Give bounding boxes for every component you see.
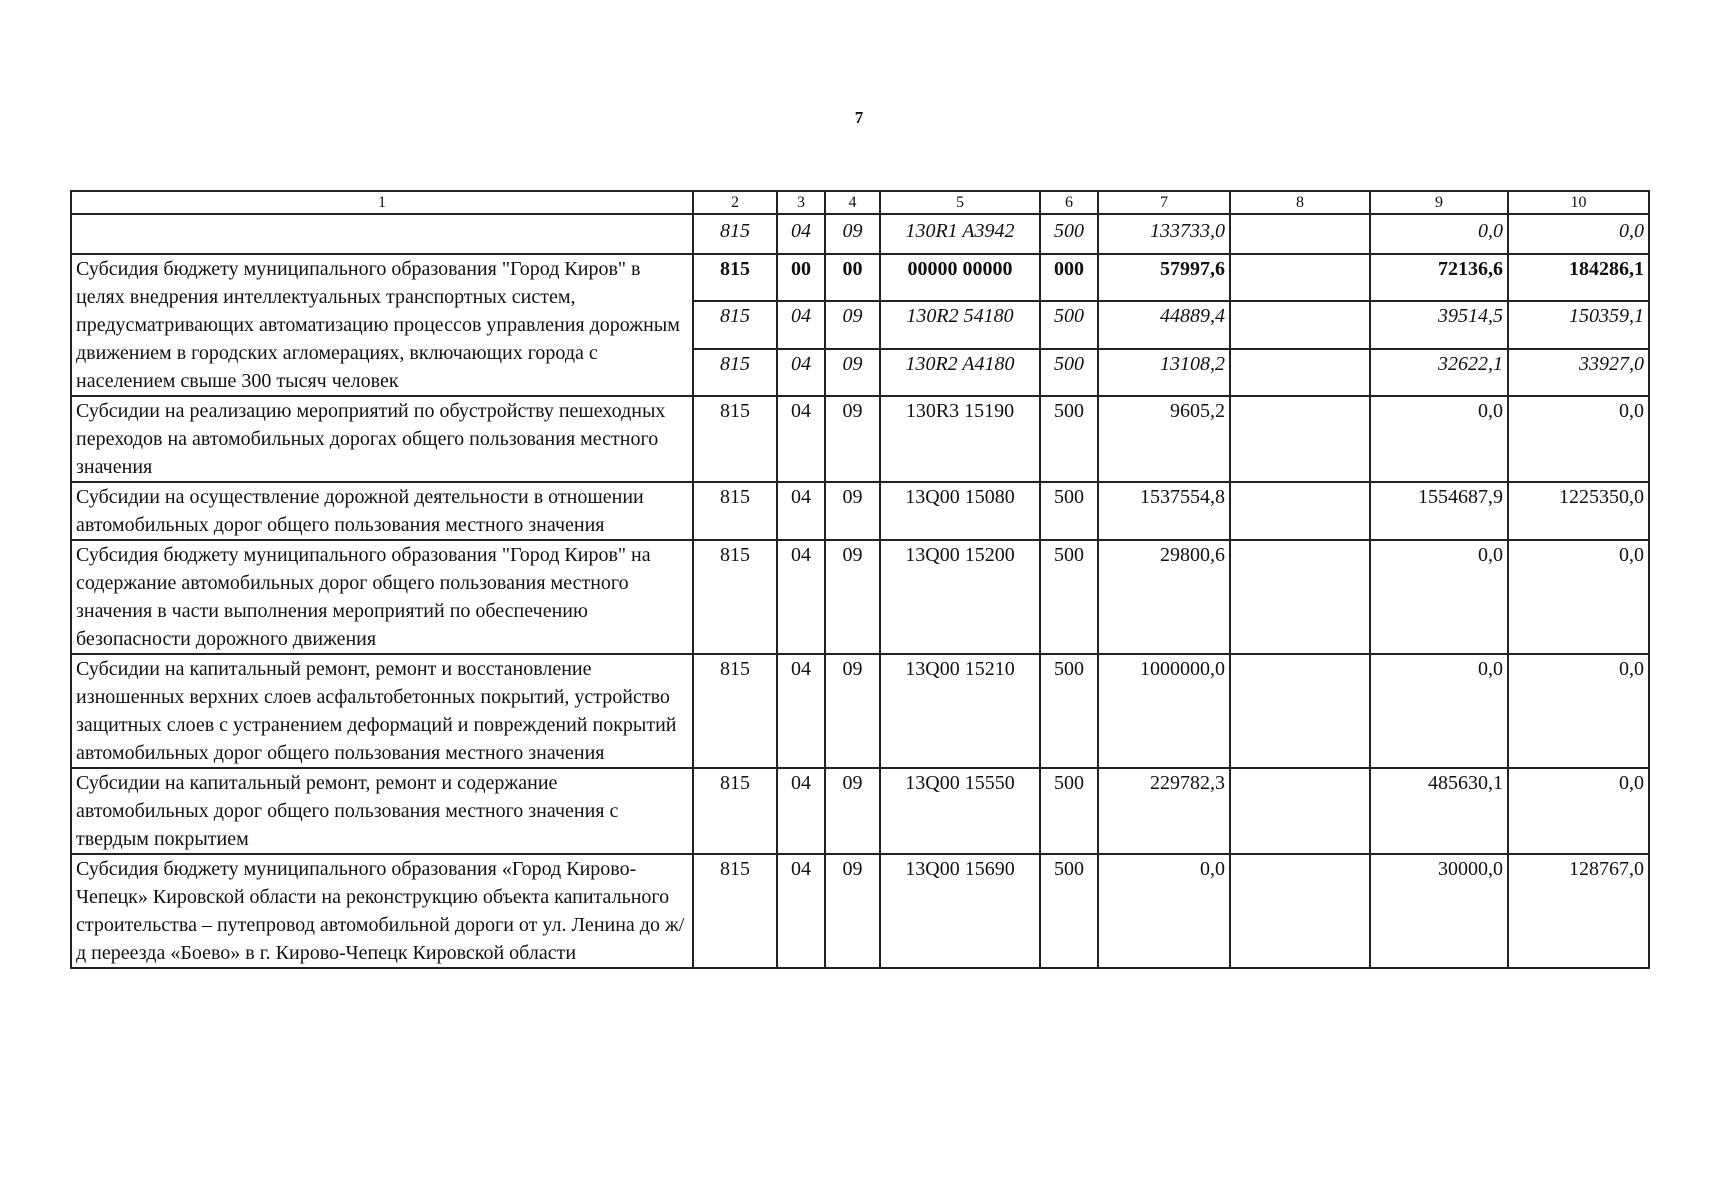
amount-col8-cell	[1230, 768, 1370, 854]
section-cell: 04	[777, 301, 825, 348]
table-row	[71, 396, 1649, 482]
subsection-cell: 09	[825, 349, 880, 396]
admin-code-cell: 815	[693, 854, 777, 968]
section-cell: 04	[777, 482, 825, 540]
amount-col7-cell: 1537554,8	[1098, 482, 1230, 540]
target-article-cell: 130R2 54180	[880, 301, 1040, 348]
section-cell: 04	[777, 768, 825, 854]
amount-col8-cell	[1230, 854, 1370, 968]
expense-type-cell: 500	[1040, 540, 1098, 654]
admin-code-cell: 815	[693, 349, 777, 396]
page-number: 7	[854, 108, 864, 127]
target-article-cell: 13Q00 15210	[880, 654, 1040, 768]
section-cell: 04	[777, 349, 825, 396]
subsection-cell: 09	[825, 854, 880, 968]
amount-col10-cell: 0,0	[1508, 654, 1649, 768]
table-row	[71, 540, 1649, 654]
amount-col7-cell: 9605,2	[1098, 396, 1230, 482]
column-header: 3	[777, 191, 825, 214]
expense-type-cell: 500	[1040, 654, 1098, 768]
section-cell: 04	[777, 396, 825, 482]
admin-code-cell: 815	[693, 768, 777, 854]
expense-type-cell: 500	[1040, 301, 1098, 348]
target-article-cell: 130R1 A3942	[880, 214, 1040, 254]
subsection-cell: 09	[825, 654, 880, 768]
amount-col9-cell: 72136,6	[1370, 254, 1508, 301]
amount-col7-cell: 13108,2	[1098, 349, 1230, 396]
subsection-cell: 09	[825, 214, 880, 254]
amount-col7-cell: 229782,3	[1098, 768, 1230, 854]
amount-col9-cell: 32622,1	[1370, 349, 1508, 396]
expense-type-cell: 500	[1040, 854, 1098, 968]
expense-type-cell: 500	[1040, 214, 1098, 254]
target-article-cell: 00000 00000	[880, 254, 1040, 301]
expense-type-cell: 500	[1040, 349, 1098, 396]
amount-col9-cell: 485630,1	[1370, 768, 1508, 854]
expense-type-cell: 500	[1040, 482, 1098, 540]
amount-col8-cell	[1230, 349, 1370, 396]
amount-col9-cell: 0,0	[1370, 540, 1508, 654]
section-cell: 00	[777, 254, 825, 301]
amount-col10-cell: 0,0	[1508, 214, 1649, 254]
description-cell: Субсидия бюджету муниципального образования «Город Кирово-Чепецк» Кировской области на реконструкцию объекта капитального строительства – путепровод автомобильной дороги от ул. Ленина до ж/д переезда «Боево» в г. Кирово-Чепецк Кировской области	[71, 854, 693, 968]
target-article-cell: 13Q00 15080	[880, 482, 1040, 540]
amount-col10-cell: 33927,0	[1508, 349, 1649, 396]
subsection-cell: 00	[825, 254, 880, 301]
expense-type-cell: 500	[1040, 396, 1098, 482]
description-cell: Субсидия бюджету муниципального образования "Город Киров" в целях внедрения интеллектуальных транспортных систем, предусматривающих автоматизацию процессов управления дорожным движением в городских агломерациях, включающих города с населением свыше 300 тысяч человек	[71, 254, 693, 396]
amount-col7-cell: 1000000,0	[1098, 654, 1230, 768]
description-cell: Субсидии на капитальный ремонт, ремонт и восстановление изношенных верхних слоев асфальтобетонных покрытий, устройство защитных слоев с устранением деформаций и повреждений покрытий автомобильных дорог общего пользования местного значения	[71, 654, 693, 768]
description-cell: Субсидия бюджету муниципального образования "Город Киров" на содержание автомобильных дорог общего пользования местного значения в части выполнения мероприятий по обеспечению безопасности дорожного движения	[71, 540, 693, 654]
amount-col10-cell: 0,0	[1508, 540, 1649, 654]
target-article-cell: 130R3 15190	[880, 396, 1040, 482]
subsection-cell: 09	[825, 540, 880, 654]
target-article-cell: 130R2 A4180	[880, 349, 1040, 396]
description-cell: Субсидии на реализацию мероприятий по обустройству пешеходных переходов на автомобильных дорогах общего пользования местного значения	[71, 396, 693, 482]
admin-code-cell: 815	[693, 396, 777, 482]
table-row	[71, 482, 1649, 540]
table-row	[71, 854, 1649, 968]
amount-col10-cell: 0,0	[1508, 768, 1649, 854]
amount-col8-cell	[1230, 540, 1370, 654]
amount-col9-cell: 30000,0	[1370, 854, 1508, 968]
group-total-row	[71, 254, 1649, 301]
subsection-cell: 09	[825, 768, 880, 854]
description-cell: Субсидии на осуществление дорожной деятельности в отношении автомобильных дорог общего пользования местного значения	[71, 482, 693, 540]
column-header: 8	[1230, 191, 1370, 214]
amount-col9-cell: 39514,5	[1370, 301, 1508, 348]
column-header: 9	[1370, 191, 1508, 214]
table-rows	[71, 396, 1649, 968]
amount-col9-cell: 0,0	[1370, 214, 1508, 254]
column-header: 1	[71, 191, 693, 214]
column-header: 2	[693, 191, 777, 214]
amount-col10-cell: 128767,0	[1508, 854, 1649, 968]
amount-col7-cell: 29800,6	[1098, 540, 1230, 654]
amount-col8-cell	[1230, 301, 1370, 348]
amount-col8-cell	[1230, 214, 1370, 254]
amount-col10-cell: 184286,1	[1508, 254, 1649, 301]
expense-type-cell: 500	[1040, 768, 1098, 854]
subsection-cell: 09	[825, 301, 880, 348]
amount-col7-cell: 44889,4	[1098, 301, 1230, 348]
table-row	[71, 654, 1649, 768]
amount-col10-cell: 0,0	[1508, 396, 1649, 482]
description-cell	[71, 214, 693, 254]
section-cell: 04	[777, 854, 825, 968]
table-row	[71, 768, 1649, 854]
amount-col7-cell: 133733,0	[1098, 214, 1230, 254]
admin-code-cell: 815	[693, 214, 777, 254]
amount-col10-cell: 1225350,0	[1508, 482, 1649, 540]
admin-code-cell: 815	[693, 482, 777, 540]
column-header: 7	[1098, 191, 1230, 214]
section-cell: 04	[777, 214, 825, 254]
amount-col7-cell: 57997,6	[1098, 254, 1230, 301]
amount-col8-cell	[1230, 396, 1370, 482]
admin-code-cell: 815	[693, 254, 777, 301]
column-header: 6	[1040, 191, 1098, 214]
carry-over-row	[71, 214, 1649, 254]
header-row	[71, 191, 1649, 214]
section-cell: 04	[777, 540, 825, 654]
amount-col8-cell	[1230, 654, 1370, 768]
section-cell: 04	[777, 654, 825, 768]
target-article-cell: 13Q00 15550	[880, 768, 1040, 854]
amount-col8-cell	[1230, 254, 1370, 301]
admin-code-cell: 815	[693, 301, 777, 348]
amount-col10-cell: 150359,1	[1508, 301, 1649, 348]
amount-col9-cell: 0,0	[1370, 396, 1508, 482]
amount-col7-cell: 0,0	[1098, 854, 1230, 968]
description-cell: Субсидии на капитальный ремонт, ремонт и содержание автомобильных дорог общего пользования местного значения с твердым покрытием	[71, 768, 693, 854]
subsection-cell: 09	[825, 396, 880, 482]
expense-type-cell: 000	[1040, 254, 1098, 301]
amount-col8-cell	[1230, 482, 1370, 540]
subsection-cell: 09	[825, 482, 880, 540]
admin-code-cell: 815	[693, 654, 777, 768]
target-article-cell: 13Q00 15690	[880, 854, 1040, 968]
target-article-cell: 13Q00 15200	[880, 540, 1040, 654]
column-header: 5	[880, 191, 1040, 214]
column-header: 4	[825, 191, 880, 214]
amount-col9-cell: 0,0	[1370, 654, 1508, 768]
budget-table	[70, 190, 1650, 969]
admin-code-cell: 815	[693, 540, 777, 654]
amount-col9-cell: 1554687,9	[1370, 482, 1508, 540]
column-header: 10	[1508, 191, 1649, 214]
